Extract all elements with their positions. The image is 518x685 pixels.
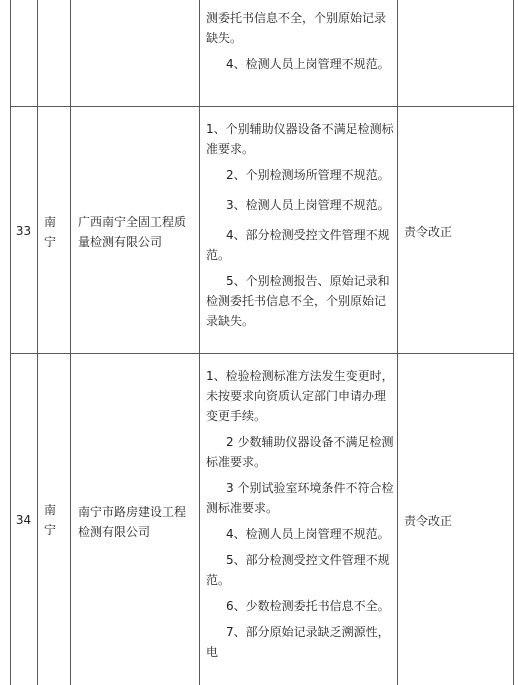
- column-divider: [37, 0, 38, 685]
- result-cell: 责令改正: [404, 225, 453, 239]
- issue-line: 6、少数检测委托书信息不全。: [226, 599, 390, 613]
- row-number: 34: [15, 513, 32, 527]
- issues-cell: [206, 8, 394, 74]
- issue-line: 2、个别检测场所管理不规范。: [226, 168, 390, 182]
- row-divider: [10, 106, 514, 107]
- issue-line: 7、部分原始记录缺乏溯源性，电: [206, 625, 390, 659]
- city-cell: 南宁: [44, 503, 57, 537]
- table-border-left: [10, 0, 11, 685]
- city-cell: 南宁: [44, 215, 57, 249]
- column-divider: [397, 0, 398, 685]
- issue-line: 3 个别试验室环境条件不符合检测标准要求。: [206, 481, 394, 515]
- issue-line: 5、部分检测受控文件管理不规范。: [206, 553, 390, 587]
- issues-cell: [206, 119, 394, 331]
- issue-line: 测委托书信息不全，个别原始记录缺失。: [206, 11, 387, 45]
- issue-line: 1、个别辅助仪器设备不满足检测标准要求。: [206, 122, 394, 156]
- issue-line: 4、部分检测受控文件管理不规范。: [206, 228, 390, 262]
- result-cell: 责令改正: [404, 514, 453, 528]
- column-divider: [70, 0, 71, 685]
- issue-line: 4、检测人员上岗管理不规范。: [226, 527, 390, 541]
- issue-line: 2 少数辅助仪器设备不满足检测标准要求。: [206, 435, 394, 469]
- row-number: 33: [15, 224, 32, 238]
- table-border-right: [513, 0, 514, 685]
- company-cell: 广西南宁全固工程质量检测有限公司: [78, 215, 187, 249]
- issue-line: 3、检测人员上岗管理不规范。: [226, 198, 390, 212]
- issue-line: 5、个别检测报告、原始记录和检测委托书信息不全，个别原始记录缺失。: [206, 274, 390, 328]
- company-cell: 南宁市路房建设工程检测有限公司: [78, 505, 187, 539]
- issue-line: 4、检测人员上岗管理不规范。: [226, 57, 390, 71]
- issue-line: 1、检验检测标准方法发生变更时，未按要求向资质认定部门申请办理变更手续。: [206, 369, 394, 423]
- row-divider: [10, 353, 514, 354]
- issues-cell: [206, 366, 394, 662]
- column-divider: [199, 0, 200, 685]
